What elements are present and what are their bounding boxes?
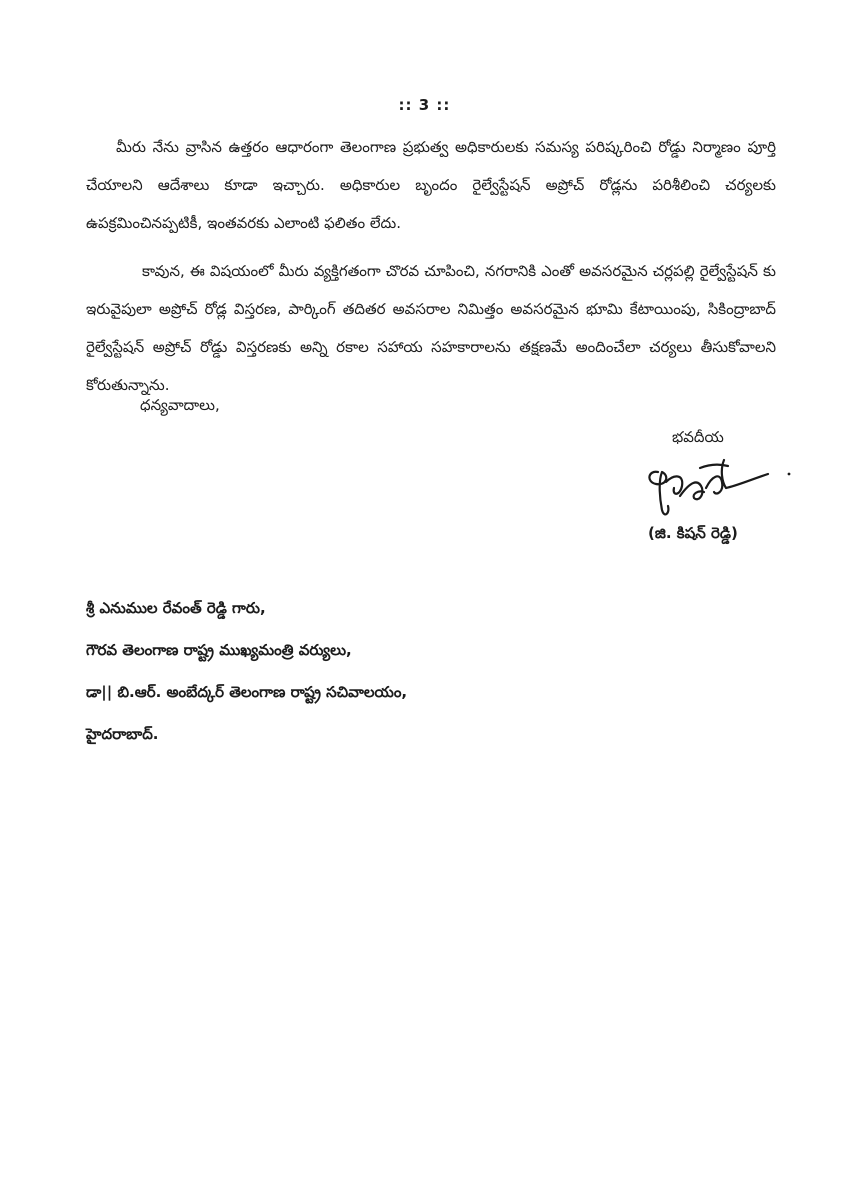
address-line: గౌరవ తెలంగాణ రాష్ట్ర ముఖ్యమంత్రి వర్యులు,: [86, 641, 352, 659]
page-number: :: 3 ::: [398, 96, 451, 114]
body-paragraph-2: కావున, ఈ విషయంలో మీరు వ్యక్తిగతంగా చొరవ చూపించి, నగరానికి ఎంతో అవసరమైన చర్లపల్లి రైల్వేస్టేషన్ కు ఇరువైపులా అప్రోచ్ రోడ్ల విస్తరణ, పార్కింగ్ తదితర అవసరాల నిమిత్తం అవసరమైన భూమి కేటాయింపు, సికింద్రాబాద్ రైల్వేస్టేషన్ అప్రోచ్ రోడ్డు విస్తరణకు అన్ని రకాల సహాయ సహకారాలను తక్షణమే అందించేలా చర్యలు తీసుకోవాలని కోరుతున్నాను.: [86, 262, 776, 394]
address-line: డా|| బి.ఆర్. అంబేద్కర్ తెలంగాణ రాష్ట్ర సచివాలయం,: [86, 683, 408, 701]
sign-off: భవదీయ: [672, 428, 724, 446]
address-line: శ్రీ ఎనుముల రేవంత్ రెడ్డి గారు,: [86, 599, 266, 617]
closing-thanks: ధన్యవాదాలు,: [140, 396, 220, 414]
signatory-name: (జి. కిషన్ రెడ్డి): [648, 524, 738, 542]
body-paragraph-1: మీరు నేను వ్రాసిన ఉత్తరం ఆధారంగా తెలంగాణ ప్రభుత్వ అధికారులకు సమస్య పరిష్కరించి రోడ్డు నిర్మాణం పూర్తి చేయాలని ఆదేశాలు కూడా ఇచ్చారు. అధికారుల బృందం రైల్వేస్టేషన్ అప్రోచ్ రోడ్లను పరిశీలించి చర్యలకు ఉపక్రమించినప్పటికీ, ఇంతవరకు ఎలాంటి ఫలితం లేదు.: [86, 138, 776, 232]
recipient-address: [86, 594, 407, 762]
address-line: హైదరాబాద్.: [86, 725, 159, 743]
handwritten-signature: [640, 452, 800, 522]
